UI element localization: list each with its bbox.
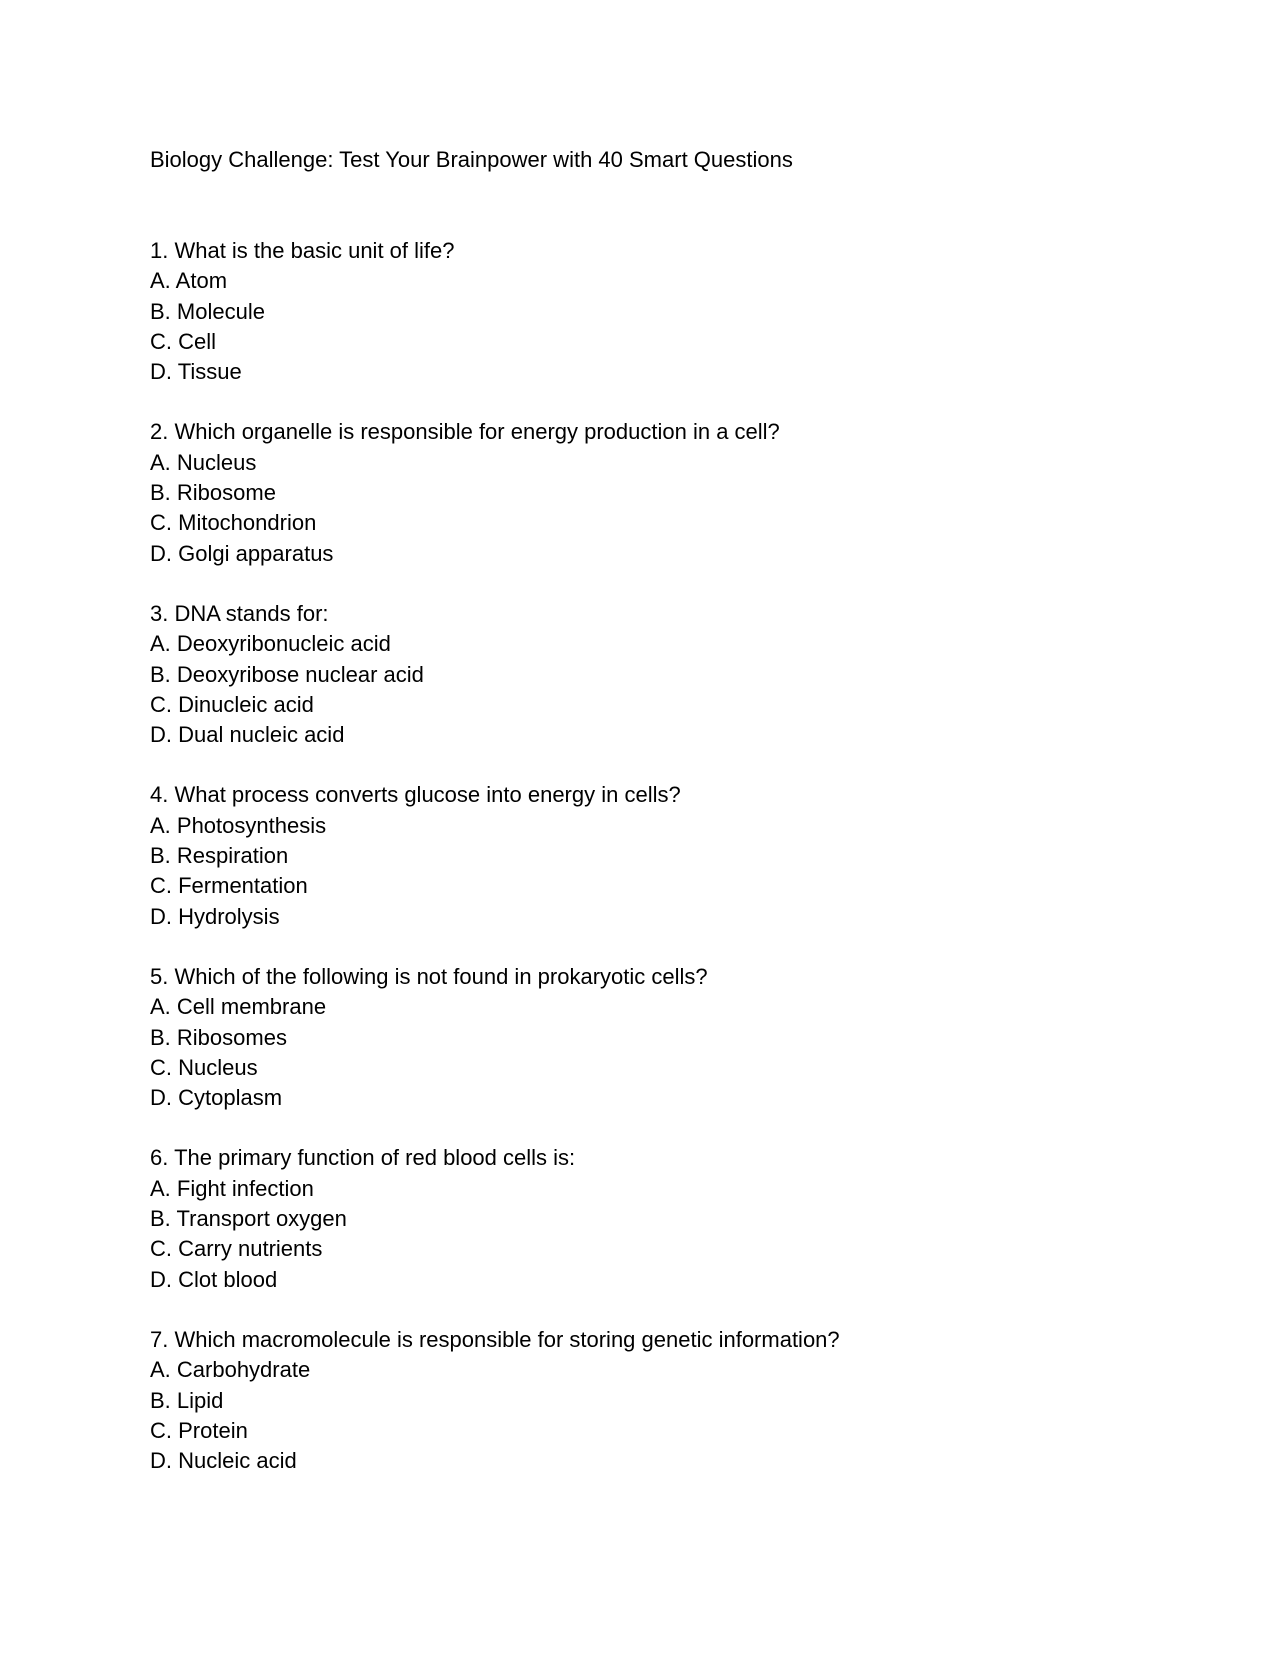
answer-option: D. Dual nucleic acid	[150, 722, 345, 748]
answer-option: D. Tissue	[150, 359, 242, 385]
question-1	[150, 236, 1150, 387]
answer-option: D. Hydrolysis	[150, 903, 280, 929]
answer-option: D. Nucleic acid	[150, 1448, 297, 1474]
document-page	[150, 145, 1150, 1506]
answer-option: B. Ribosomes	[150, 1024, 287, 1050]
answer-option: B. Deoxyribose nuclear acid	[150, 661, 424, 687]
answer-option: C. Protein	[150, 1417, 248, 1443]
question-prompt: 6. The primary function of red blood cells is:	[150, 1145, 576, 1171]
page-title: Biology Challenge: Test Your Brainpower with 40 Smart Questions	[150, 147, 793, 172]
answer-option: C. Dinucleic acid	[150, 691, 314, 717]
answer-option: B. Ribosome	[150, 480, 276, 506]
answer-option: D. Clot blood	[150, 1266, 278, 1292]
question-6	[150, 1143, 1150, 1294]
answer-option: C. Carry nutrients	[150, 1236, 323, 1262]
answer-option: A. Carbohydrate	[150, 1357, 311, 1383]
question-prompt: 4. What process converts glucose into energy in cells?	[150, 782, 681, 808]
question-prompt: 7. Which macromolecule is responsible for storing genetic information?	[150, 1326, 840, 1352]
question-prompt: 3. DNA stands for:	[150, 600, 329, 626]
answer-option: C. Fermentation	[150, 873, 308, 899]
question-3	[150, 599, 1150, 750]
answer-option: C. Nucleus	[150, 1054, 258, 1080]
answer-option: A. Atom	[150, 268, 228, 294]
answer-option: A. Deoxyribonucleic acid	[150, 631, 391, 657]
question-2	[150, 417, 1150, 568]
question-prompt: 5. Which of the following is not found in prokaryotic cells?	[150, 963, 708, 989]
answer-option: A. Fight infection	[150, 1175, 314, 1201]
answer-option: A. Nucleus	[150, 449, 257, 475]
question-prompt: 1. What is the basic unit of life?	[150, 238, 455, 263]
answer-option: B. Molecule	[150, 298, 265, 324]
answer-option: B. Respiration	[150, 843, 289, 869]
question-4	[150, 780, 1150, 931]
answer-option: C. Mitochondrion	[150, 510, 317, 536]
question-prompt: 2. Which organelle is responsible for energy production in a cell?	[150, 419, 780, 445]
answer-option: D. Golgi apparatus	[150, 540, 334, 566]
answer-option: A. Photosynthesis	[150, 812, 327, 838]
answer-option: C. Cell	[150, 328, 217, 354]
answer-option: D. Cytoplasm	[150, 1085, 283, 1111]
question-5	[150, 962, 1150, 1113]
answer-option: B. Lipid	[150, 1387, 224, 1413]
answer-option: B. Transport oxygen	[150, 1206, 347, 1232]
answer-option: A. Cell membrane	[150, 994, 327, 1020]
question-7	[150, 1325, 1150, 1476]
